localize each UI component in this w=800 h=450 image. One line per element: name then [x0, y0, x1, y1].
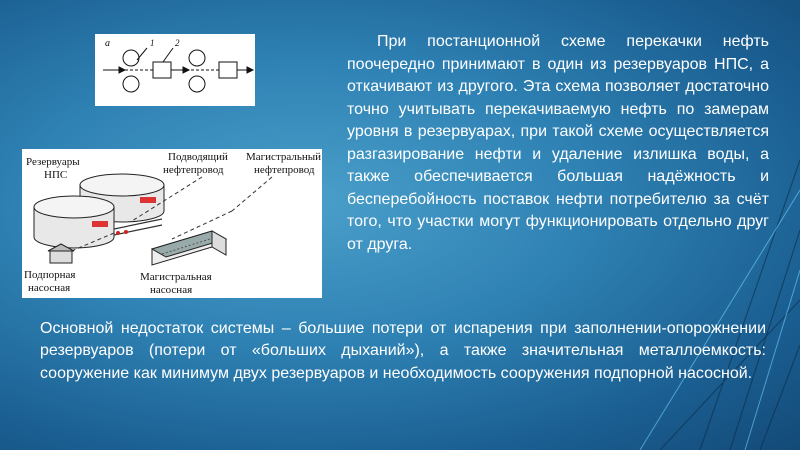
- scheme-label-a: а: [105, 38, 110, 49]
- storage-tanks: [34, 174, 164, 248]
- supply-pipeline-label-line1: Подводящий: [168, 151, 228, 163]
- supply-pipeline-label-line2: нефтепровод: [163, 164, 224, 176]
- scheme-label-1: 1: [150, 38, 155, 48]
- booster-pump-label-line1: Подпорная: [24, 269, 76, 281]
- main-pump-label-line1: Магистральная: [140, 271, 212, 283]
- booster-pump-label-line2: насосная: [28, 282, 71, 294]
- pump-station-diagram: [22, 149, 322, 298]
- tanks-label-line1: Резервуары: [26, 156, 80, 168]
- drawback-paragraph: Основной недостаток системы – большие потери от испарения при заполнении-опорожнении резервуаров (потери от «больших дыханий»), а также значительная металлоемкость: сооружение как минимум двух резервуаров и необходимость сооружения подпорной насосной.: [40, 320, 766, 382]
- main-paragraph: При постанционной схеме перекачки нефть поочередно принимают в один из резервуаров НПС, а откачивают из другого. Эта схема позволяет достаточно точно учитывать перекачиваемую нефть по замерам уровня в резервуарах, при такой схеме осуществляется разгазирование нефти и удаление излишка воды, а также обеспечивается большая надёжность и бесперебойность поставок нефти потребителю за счёт того, что участки могут функционировать отдельно друг от друга.: [347, 33, 769, 253]
- main-pipeline-label-line2: нефтепровод: [254, 164, 315, 176]
- main-pump-building: [152, 231, 226, 265]
- scheme-label-2: 2: [175, 38, 180, 48]
- tanks-label-line2: НПС: [44, 169, 68, 181]
- main-pump-label-line2: насосная: [150, 284, 193, 296]
- main-pipeline-label-line1: Магистральный: [246, 151, 322, 163]
- station-scheme-figure: [95, 34, 255, 106]
